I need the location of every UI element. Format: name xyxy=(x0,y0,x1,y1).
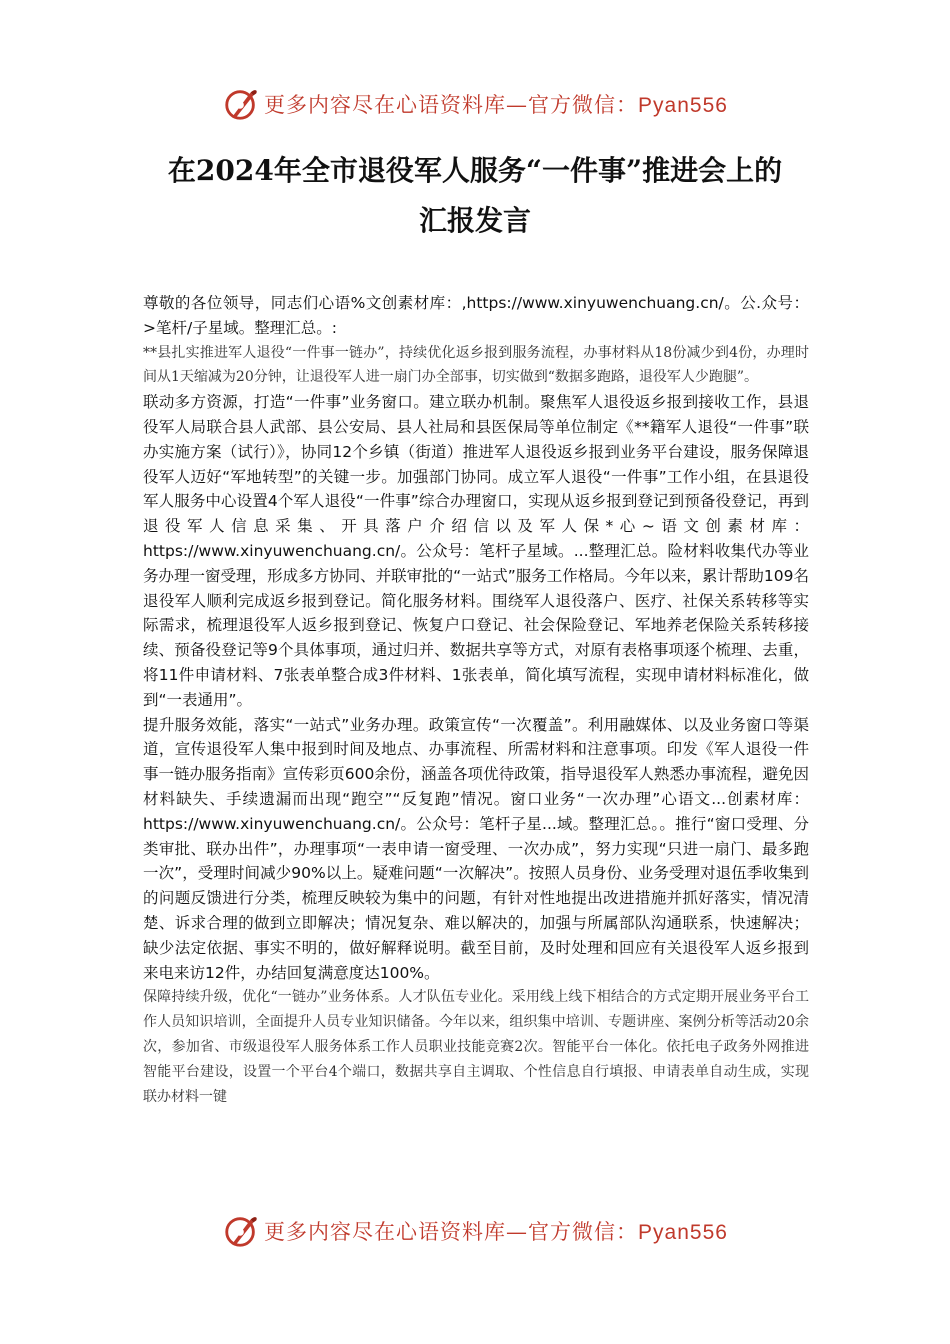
paragraph-section-2: 提升服务效能，落实“一站式”业务办理。政策宣传“一次覆盖”。利用融媒体、以及业务窗口等渠道，宣传退役军人集中报到时间及地点、办事流程、所需材料和注意事项。印发《军人退役一件事一链办服务指南》宣传彩页600余份，涵盖各项优待政策，指导退役军人熟悉办事流程，避免因材料缺失、手续遗漏而出现“跑空”“反复跑”情况。窗口业务“一次办理”心语文...创素材库：https://www.xinyuwenchuang.cn/。公众号：笔杆子星...域。整理汇总。。推行“窗口受理、分类审批、联办出件”，办理事项“一表申请一窗受理、一次办成”，努力实现“只进一扇门、最多跑一次”，受理时间减少90%以上。疑难问题“一次解决”。按照人员身份、业务受理对退伍季收集到的问题反馈进行分类，梳理反映较为集中的问题，有针对性地提出改进措施并抓好落实，情况清楚、诉求合理的做到立即解决；情况复杂、难以解决的，加强与所属部队沟通联系，快速解决；缺少法定依据、事实不明的，做好解释说明。截至目前，及时处理和回应有关退役军人返乡报到来电来访12件，办结回复满意度达100%。 xyxy=(143,715,809,982)
paragraph-intro: **县扎实推进军人退役“一件事一链办”，持续优化返乡报到服务流程，办事材料从18份减少到4份，办理时间从1天缩减为20分钟，让退役军人进一扇门办全部事，切实做到“数据多跑路，退役军人少跑腿”。 xyxy=(143,344,809,386)
quill-pen-logo-icon xyxy=(222,85,260,123)
paragraph-section-1: 联动多方资源，打造“一件事”业务窗口。建立联办机制。聚焦军人退役返乡报到接收工作，县退役军人局联合县人武部、县公安局、县人社局和县医保局等单位制定《**籍军人退役“一件事”联办实施方案（试行）》，协同12个乡镇（街道）推进军人退役返乡报到业务平台建设，服务保障退役军人迈好“军地转型”的关键一步。加强部门协同。成立军人退役“一件事”工作小组，在县退役军人服务中心设置4个军人退役“一件事”综合办理窗口，实现从返乡报到登记到预备役登记，再到退役军人信息采集、开具落户介绍信以及军人保*心~语文创素材库：https://www.xinyuwenchuang.cn/。公众号：笔杆子星域。...整理汇总。险材料收集代办等业务办理一窗受理，形成多方协同、并联审批的“一站式”服务工作格局。今年以来，累计帮助109名退役军人顺利完成返乡报到登记。简化服务材料。围绕军人退役落户、医疗、社保关系转移等实际需求，梳理退役军人返乡报到登记、恢复户口登记、社会保险登记、军地养老保险关系转移接续、预备役登记等9个具体事项，通过归并、数据共享等方式，对原有表格事项逐个梳理、去重，将11件申请材料、7张表单整合成3件材料、1张表单，简化填写流程，实现申请材料标准化，做到“一表通用”。 xyxy=(143,393,809,709)
document-body xyxy=(143,291,809,1109)
footer-banner xyxy=(0,1209,950,1253)
title-line-2: 汇报发言 xyxy=(418,204,531,237)
paragraph-greeting: 尊敬的各位领导，同志们心语%文创素材库：,https://www.xinyuwenchuang.cn/。公.众号：>笔杆/子星域。整理汇总。: xyxy=(143,294,809,337)
title-line-1: 在2024年全市退役军人服务“一件事”推进会上的 xyxy=(167,154,783,187)
banner-text: 更多内容尽在心语资料库—官方微信：Pyan556 xyxy=(264,93,728,117)
document-title xyxy=(120,146,830,246)
wechat-id: Pyan556 xyxy=(638,1221,728,1244)
banner-text: 更多内容尽在心语资料库—官方微信：Pyan556 xyxy=(264,1220,728,1244)
wechat-id: Pyan556 xyxy=(638,94,728,117)
quill-pen-logo-icon xyxy=(222,1212,260,1250)
header-banner xyxy=(0,82,950,126)
paragraph-section-3: 保障持续升级，优化“一链办”业务体系。人才队伍专业化。采用线上线下相结合的方式定期开展业务平台工作人员知识培训，全面提升人员专业知识储备。今年以来，组织集中培训、专题讲座、案例分析等活动20余次，参加省、市级退役军人服务体系工作人员职业技能竞赛2次。智能平台一体化。依托电子政务外网推进智能平台建设，设置一个平台4个端口，数据共享自主调取、个性信息自行填报、申请表单自动生成，实现联办材料一键 xyxy=(143,989,809,1105)
